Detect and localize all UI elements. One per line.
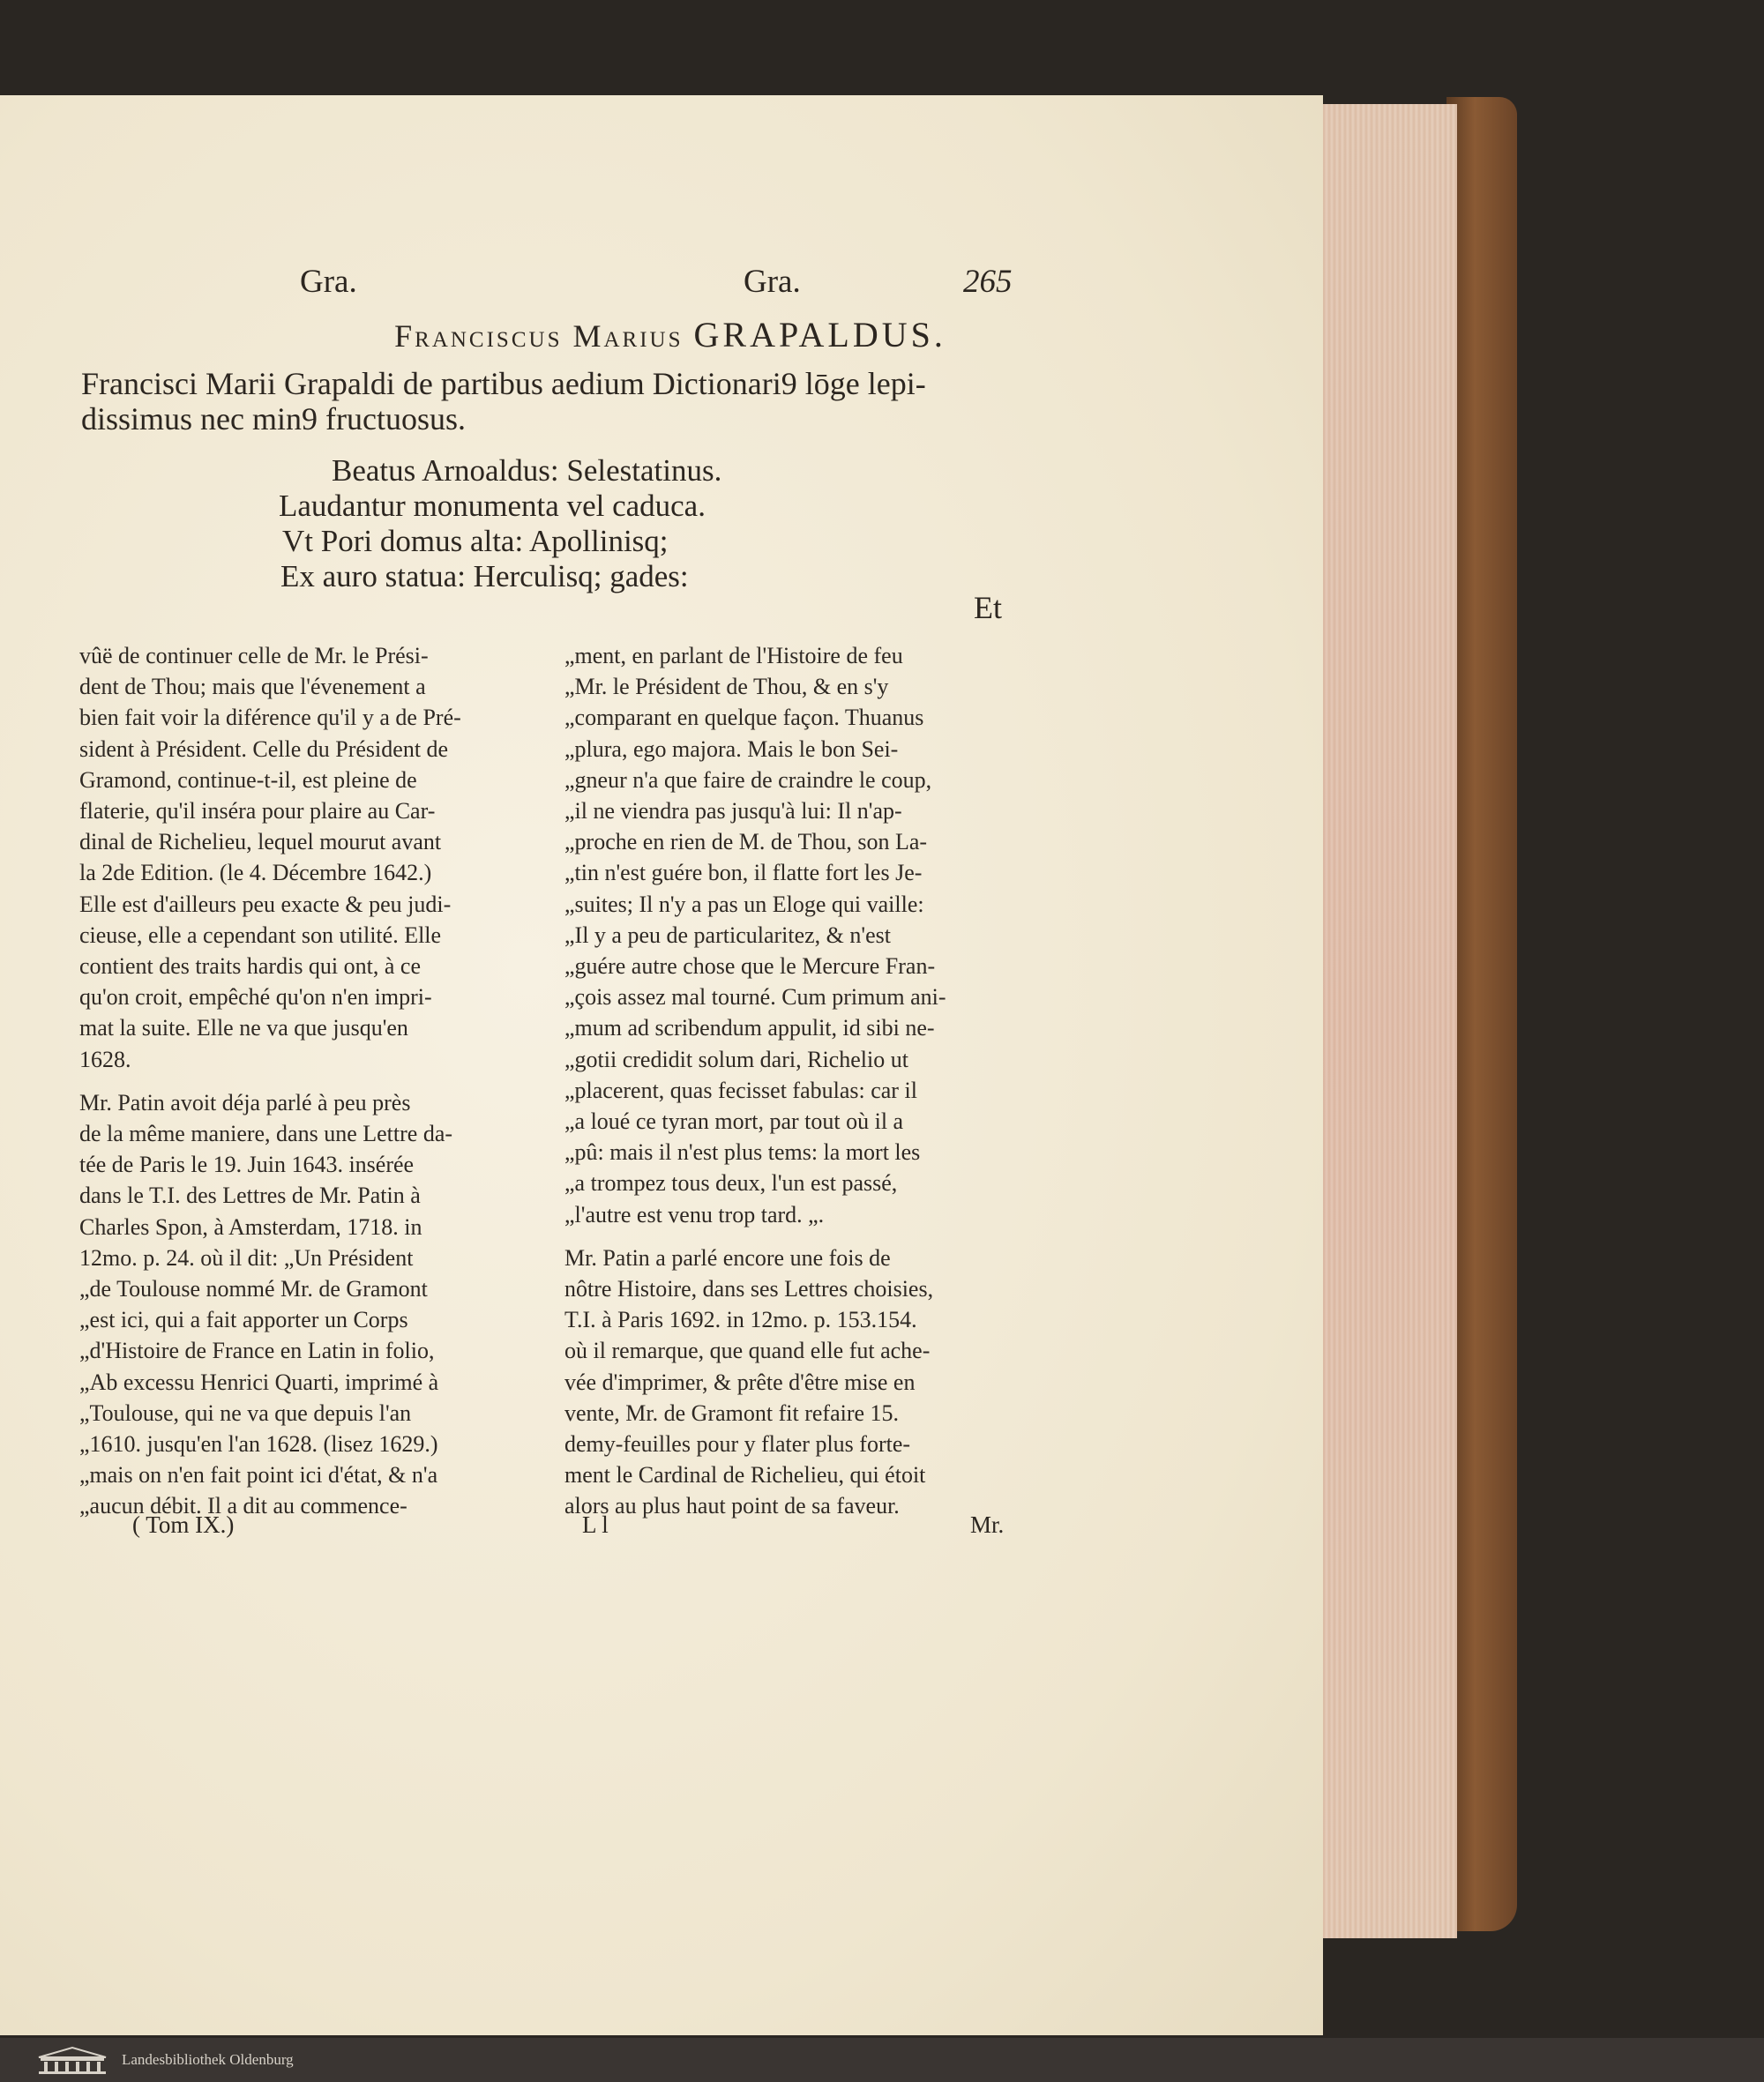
header-middle: Gra. — [744, 264, 801, 300]
text-line: „aucun débit. Il a dit au commence- — [79, 1493, 407, 1519]
text-line: „il ne viendra pas jusqu'à lui: Il n'ap- — [564, 798, 902, 825]
page-number: 265 — [963, 264, 1013, 300]
text-line: „Toulouse, qui ne va que depuis l'an — [79, 1399, 412, 1426]
catchword-bottom: Mr. — [970, 1511, 1005, 1538]
text-line: T.I. à Paris 1692. in 12mo. p. 153.154. — [564, 1307, 917, 1333]
text-line: mat la suite. Elle ne va que jusqu'en — [79, 1015, 408, 1041]
text-line: „proche en rien de M. de Thou, son La- — [564, 829, 928, 855]
text-line: Gramond, continue-t-il, est pleine de — [79, 766, 417, 793]
text-line: bien fait voir la diférence qu'il y a de Pré- — [79, 705, 461, 731]
article-title-big: GRAPALDUS. — [693, 315, 946, 354]
text-line: Mr. Patin a parlé encore une fois de — [564, 1244, 891, 1271]
text-line: „gotii credidit solum dari, Richelio ut — [564, 1046, 908, 1072]
text-line: „guére autre chose que le Mercure Fran- — [564, 953, 936, 980]
intro-text-2: dissimus nec min9 fructuosus. — [81, 401, 466, 437]
article-title-small: Franciscus Marius — [394, 318, 684, 354]
text-line: Elle est d'ailleurs peu exacte & peu judi- — [79, 891, 452, 917]
text-line: nôtre Histoire, dans ses Lettres choisies, — [564, 1276, 934, 1302]
text-line: „d'Histoire de France en Latin in folio, — [79, 1338, 435, 1364]
text-line: dent de Thou; mais que l'évenement a — [79, 674, 426, 700]
text-line: qu'on croit, empêché qu'on n'en impri- — [79, 984, 432, 1011]
text-line: „de Toulouse nommé Mr. de Gramont — [79, 1276, 428, 1302]
verse-line-4: Ex auro statua: Herculisq; gades: — [280, 559, 689, 593]
text-line: dinal de Richelieu, lequel mourut avant — [79, 829, 442, 855]
text-line: „Mr. le Président de Thou, & en s'y — [564, 674, 889, 700]
text-line: „mum ad scribendum appulit, id sibi ne- — [564, 1015, 935, 1041]
text-line: Charles Spon, à Amsterdam, 1718. in — [79, 1213, 422, 1240]
intro-line-2 — [81, 399, 963, 439]
text-line: contient des traits hardis qui ont, à ce — [79, 953, 422, 980]
text-line: où il remarque, que quand elle fut ache- — [564, 1338, 931, 1364]
text-line: „tin n'est guére bon, il flatte fort les Je- — [564, 860, 923, 886]
text-line: ment le Cardinal de Richelieu, qui étoit — [564, 1462, 926, 1489]
article-title — [318, 314, 1023, 355]
verse-line-3: Vt Pori domus alta: Apollinisq; — [282, 524, 669, 558]
verse-line-2: Laudantur monumenta vel caduca. — [279, 489, 706, 523]
right-paragraph-2 — [564, 1242, 1010, 1522]
text-line: Mr. Patin avoit déja parlé à peu près — [79, 1089, 411, 1116]
left-paragraph-1 — [79, 640, 531, 1075]
text-line: cieuse, elle a cependant son utilité. Elle — [79, 922, 442, 948]
text-line: alors au plus haut point de sa faveur. — [564, 1493, 900, 1519]
text-line: „est ici, qui a fait apporter un Corps — [79, 1307, 408, 1333]
text-line: vente, Mr. de Gramont fit refaire 15. — [564, 1399, 900, 1426]
text-line: „pû: mais il n'est plus tems: la mort les — [564, 1139, 921, 1166]
text-line: „Il y a peu de particularitez, & n'est — [564, 922, 891, 948]
text-line: „a trompez tous deux, l'un est passé, — [564, 1170, 898, 1197]
verse-line-1: Beatus Arnoaldus: Selestatinus. — [332, 453, 722, 488]
text-line: vûë de continuer celle de Mr. le Prési- — [79, 643, 429, 668]
text-line: la 2de Edition. (le 4. Décembre 1642.) — [79, 860, 432, 886]
header-left: Gra. — [300, 264, 357, 300]
text-line: 1628. — [79, 1046, 131, 1072]
left-paragraph-2 — [79, 1087, 531, 1522]
text-line: „Ab excessu Henrici Quarti, imprimé à — [79, 1369, 439, 1395]
text-line: 12mo. p. 24. où il dit: „Un Président — [79, 1244, 414, 1271]
text-line: „comparant en quelque façon. Thuanus — [564, 705, 924, 731]
text-line: sident à Président. Celle du Président de — [79, 735, 449, 762]
text-line: „l'autre est venu trop tard. „. — [564, 1201, 825, 1228]
text-line: „1610. jusqu'en l'an 1628. (lisez 1629.) — [79, 1431, 438, 1458]
text-line: „gneur n'a que faire de craindre le coup, — [564, 766, 932, 793]
text-line: tée de Paris le 19. Juin 1643. insérée — [79, 1152, 415, 1178]
text-line: „a loué ce tyran mort, par tout où il a — [564, 1108, 904, 1135]
catchword-top: Et — [974, 590, 1002, 625]
text-line: „plura, ego majora. Mais le bon Sei- — [564, 735, 899, 762]
right-column — [564, 640, 1010, 1534]
page-edge — [1314, 104, 1457, 1938]
page-footer — [123, 1511, 1014, 1547]
text-line: „ment, en parlant de l'Histoire de feu — [564, 643, 903, 668]
text-line: „placerent, quas fecisset fabulas: car il — [564, 1077, 917, 1103]
volume-label: ( Tom IX.) — [132, 1511, 235, 1538]
library-building-icon — [35, 2045, 109, 2075]
text-line: „suites; Il n'y a pas un Eloge qui vaille: — [564, 891, 924, 917]
library-footer-bar — [0, 2038, 1764, 2082]
text-line: flaterie, qu'il inséra pour plaire au Car- — [79, 798, 436, 825]
text-line: „çois assez mal tourné. Cum primum ani- — [564, 984, 946, 1011]
book-cover — [1446, 97, 1517, 1931]
text-line: de la même maniere, dans une Lettre da- — [79, 1121, 453, 1147]
right-paragraph-1 — [564, 640, 1010, 1230]
left-column — [79, 640, 531, 1534]
text-line: demy-feuilles pour y flater plus forte- — [564, 1431, 911, 1458]
intro-text-1: Francisci Marii Grapaldi de partibus aedium Dictionari9 lōge lepi- — [81, 366, 926, 401]
text-line: dans le T.I. des Lettres de Mr. Patin à — [79, 1183, 421, 1209]
signature-mark: L l — [582, 1511, 609, 1538]
library-name: Landesbibliothek Oldenburg — [122, 2051, 294, 2068]
running-header — [300, 263, 1023, 307]
text-line: vée d'imprimer, & prête d'être mise en — [564, 1369, 916, 1395]
text-line: „mais on n'en fait point ici d'état, & n'a — [79, 1462, 438, 1489]
